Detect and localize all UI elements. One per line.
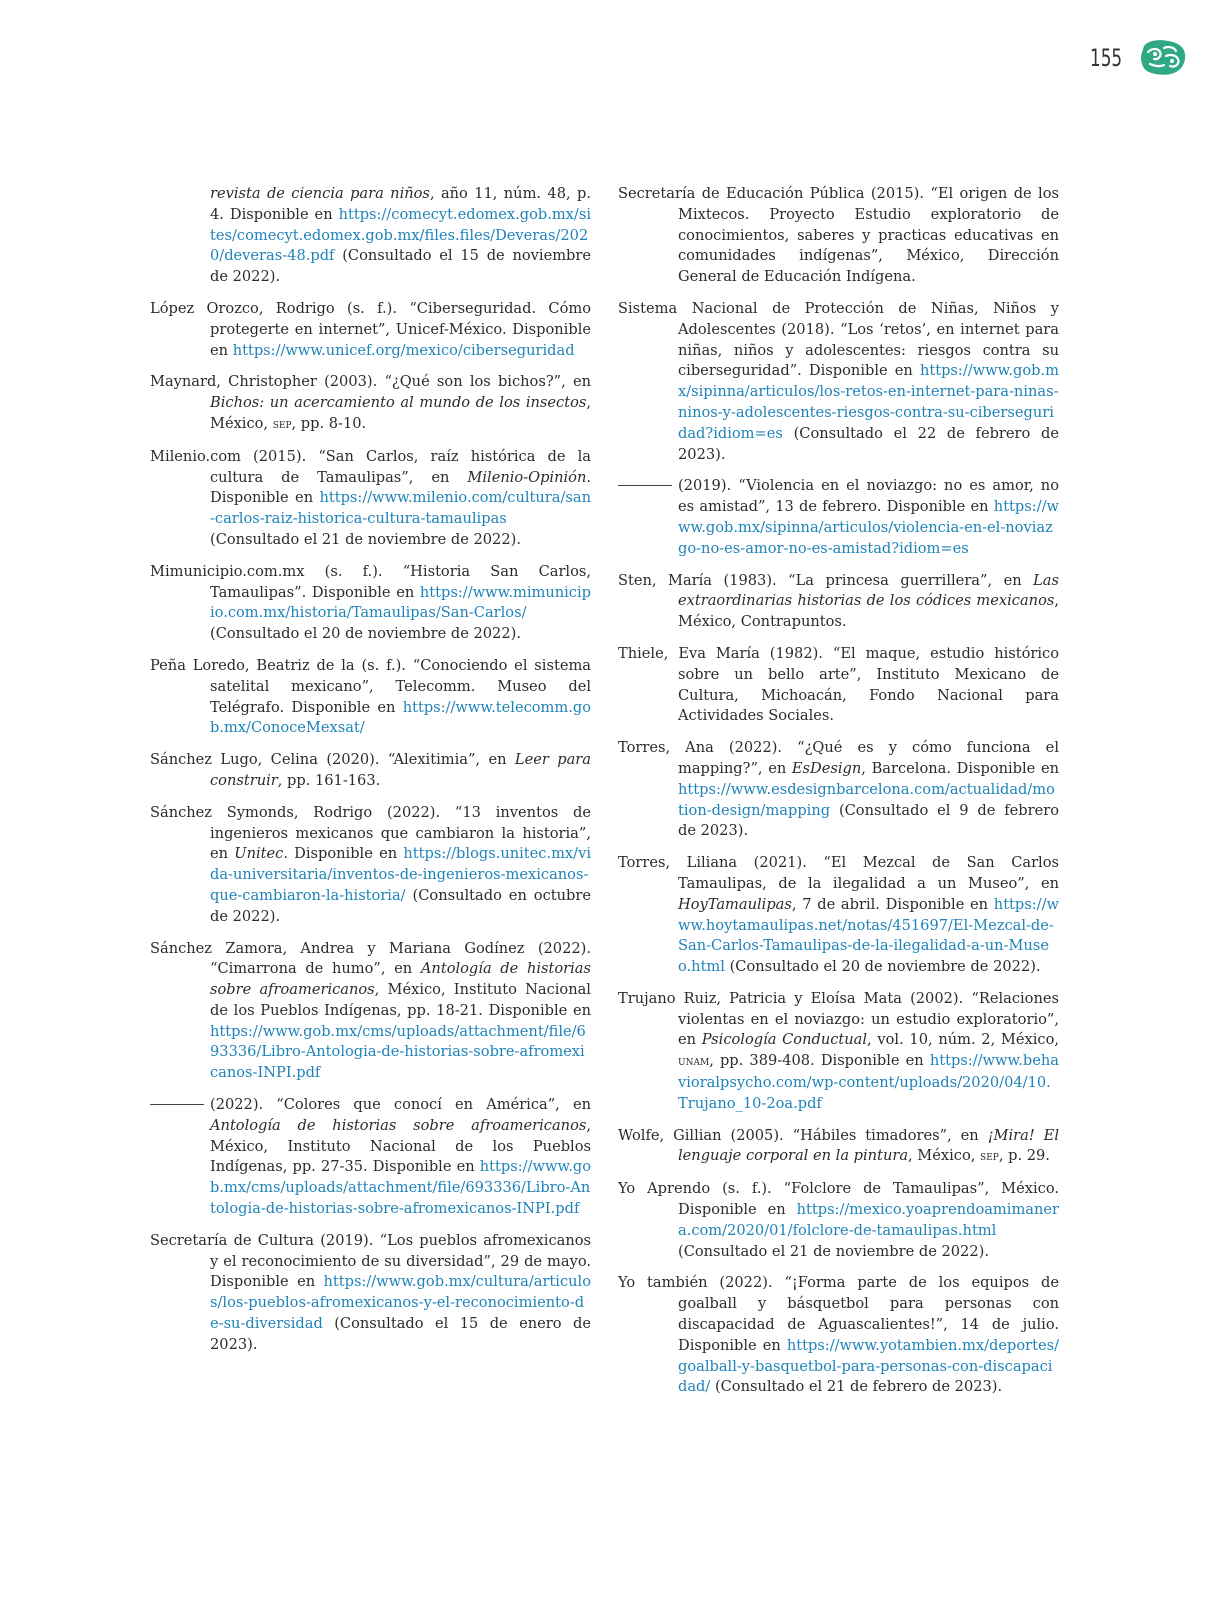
reference-text: Wolfe, Gillian (2005). “Hábiles timadores”, en (618, 1126, 988, 1144)
reference-link[interactable]: https://www.behavioralpsycho.com/wp-content/uploads/2020/04/10.Trujano_10-2oa.pdf (678, 1052, 1059, 1112)
reference-title-italic: Las extraordinarias historias de los códices mexicanos (678, 571, 1059, 610)
reference-entry (150, 184, 591, 288)
reference-title-italic: Antología de historias sobre afroamericanos (210, 960, 591, 999)
reference-link[interactable]: https://blogs.unitec.mx/vida-universitaria/inventos-de-ingenieros-mexicanos-que-cambiaron-la-historia/ (210, 845, 591, 904)
reference-text: Peña Loredo, Beatriz de la (s. f.). “Conociendo el sistema satelital mexicano”, Telecomm. Museo del Telégrafo. Disponible en (150, 656, 591, 716)
reference-text: Thiele, Eva María (1982). “El maque, estudio histórico sobre un bello arte”, Instituto Mexicano de Cultura, Michoacán, Fondo Nacional para Actividades Sociales. (618, 644, 1059, 725)
reference-link[interactable]: https://www.mimunicipio.com.mx/historia/Tamaulipas/San-Carlos/ (210, 583, 591, 622)
reference-text: sep (272, 416, 292, 432)
reference-title-italic: Antología de historias sobre afroamericanos (210, 1116, 587, 1134)
reference-text: (Consultado en octubre de 2022). (210, 886, 591, 925)
ditto-dash (618, 485, 672, 486)
reference-text: , pp. 161-163. (277, 771, 381, 789)
reference-link[interactable]: https://www.esdesignbarcelona.com/actualidad/motion-design/mapping (678, 780, 1055, 819)
reference-link[interactable]: https://www.gob.mx/cms/uploads/attachment/file/693336/Libro-Antologia-de-historias-sobre-afromexicanos-INPI.pdf (210, 1158, 591, 1218)
reference-title-italic: Leer para construir (210, 751, 591, 789)
reference-text: , Barcelona. Disponible en (861, 759, 1059, 777)
reference-link[interactable]: https://www.unicef.org/mexico/ciberseguridad (232, 341, 575, 359)
reference-entry (150, 1095, 591, 1220)
reference-text: Torres, Liliana (2021). “El Mezcal de San Carlos Tamaulipas, de la ilegalidad a un Museo”, en (618, 854, 1059, 892)
reference-text: , México, Instituto Nacional de los Pueblos Indígenas, pp. 27-35. Disponible en (210, 1116, 591, 1176)
reference-text: . Disponible en (283, 845, 404, 863)
reference-text: , p. 29. (998, 1147, 1050, 1165)
reference-text: , año 11, núm. 48, p. 4. Disponible en (210, 185, 591, 223)
reference-entry (618, 184, 1059, 288)
reference-title-italic: Milenio-Opinión (467, 468, 587, 486)
reference-entry (618, 476, 1059, 559)
reference-text: (Consultado el 15 de noviembre de 2022). (210, 247, 591, 286)
reference-text: Trujano Ruiz, Patricia y Eloísa Mata (2002). “Relaciones violentas en el noviazgo: un estudio exploratorio”, en (618, 989, 1059, 1049)
reference-title-italic: EsDesign (791, 759, 862, 777)
reference-text: (Consultado el 15 de enero de 2023). (210, 1315, 591, 1353)
reference-text: (2022). “Colores que conocí en América”, en (210, 1096, 591, 1114)
reference-title-italic: Unitec (234, 845, 284, 863)
reference-entry (150, 299, 591, 361)
reference-entry (150, 803, 591, 928)
reference-text: Maynard, Christopher (2003). “¿Qué son los bichos?”, en (150, 373, 591, 391)
reference-entry (618, 1179, 1059, 1262)
reference-text: . Disponible en (210, 468, 591, 507)
reference-text: (Consultado el 9 de febrero de 2023). (678, 801, 1059, 840)
reference-text: , pp. 389-408. Disponible en (709, 1052, 930, 1070)
reference-entry (150, 447, 591, 551)
reference-text: , México, Contrapuntos. (678, 592, 1059, 631)
reference-entry (618, 1126, 1059, 1169)
reference-entry (150, 1231, 591, 1356)
reference-entry (618, 853, 1059, 978)
reference-entry (618, 738, 1059, 842)
reference-text: , México, (210, 394, 591, 432)
reference-text: unam (678, 1054, 710, 1070)
reference-link[interactable]: https://mexico.yoaprendoamimanera.com/2020/01/folclore-de-tamaulipas.html (678, 1201, 1059, 1239)
reference-title-italic: Bichos: un acercamiento al mundo de los insectos (210, 394, 587, 412)
reference-text: Sistema Nacional de Protección de Niñas, Niños y Adolescentes (2018). “Los ‘retos’, en internet para niñas, niños y adolescentes: riesgos contra su ciberseguridad”. Disponible en (618, 299, 1059, 380)
reference-text: Secretaría de Cultura (2019). “Los pueblos afromexicanos y el reconocimiento de su diversidad”, 29 de mayo. Disponible en (150, 1231, 591, 1291)
reference-text: (Consultado el 20 de noviembre de 2022). (724, 958, 1041, 976)
reference-text: López Orozco, Rodrigo (s. f.). “Ciberseguridad. Cómo protegerte en internet”, Unicef-México. Disponible en (150, 299, 591, 359)
reference-entry (150, 750, 591, 792)
reference-text: Sánchez Zamora, Andrea y Mariana Godínez (2022). “Cimarrona de humo”, en (150, 939, 591, 978)
reference-text: (Consultado el 21 de febrero de 2023). (710, 1378, 1003, 1396)
reference-title-italic: revista de ciencia para niños (210, 185, 430, 202)
reference-text: Sten, María (1983). “La princesa guerrillera”, en (618, 571, 1034, 589)
reference-entry (618, 571, 1059, 633)
reference-text: Yo Aprendo (s. f.). “Folclore de Tamaulipas”, México. Disponible en (618, 1180, 1059, 1219)
reference-link[interactable]: https://www.telecomm.gob.mx/ConoceMexsat/ (210, 698, 591, 737)
reference-text: (Consultado el 22 de febrero de 2023). (678, 424, 1059, 463)
reference-entry (618, 989, 1059, 1115)
reference-text: (Consultado el 21 de noviembre de 2022). (678, 1242, 989, 1260)
reference-text: , pp. 8-10. (291, 414, 367, 432)
reference-text: Milenio.com (2015). “San Carlos, raíz histórica de la cultura de Tamaulipas”, en (150, 447, 591, 486)
reference-text: (Consultado el 21 de noviembre de 2022). (210, 530, 521, 548)
reference-text: , 7 de abril. Disponible en (791, 895, 994, 913)
reference-text: Sánchez Symonds, Rodrigo (2022). “13 inventos de ingenieros mexicanos que cambiaron la historia”, en (150, 803, 591, 863)
reference-link[interactable]: https://www.gob.mx/sipinna/articulos/los-retos-en-internet-para-ninas-ninos-y-adolescentes-riesgos-contra-su-ciberseguridad?idiom=es (678, 362, 1059, 442)
reference-link[interactable]: https://www.yotambien.mx/deportes/goalball-y-basquetbol-para-personas-con-discapacidad/ (678, 1336, 1059, 1396)
reference-text: Torres, Ana (2022). “¿Qué es y cómo funciona el mapping?”, en (618, 739, 1059, 777)
reference-text: Secretaría de Educación Pública (2015). “El origen de los Mixtecos. Proyecto Estudio exploratorio de conocimientos, saberes y practicas educativas en comunidades indígenas”, México, Dirección General de Educación Indígena. (618, 185, 1059, 286)
reference-text: Sánchez Lugo, Celina (2020). “Alexitimia”, en (150, 751, 515, 769)
reference-entry (618, 644, 1059, 727)
references-left-column (150, 184, 591, 1367)
references-right-column (618, 184, 1059, 1409)
reference-link[interactable]: https://www.gob.mx/sipinna/articulos/violencia-en-el-noviazgo-no-es-amor-no-es-amistad?idiom=es (678, 498, 1059, 557)
reference-link[interactable]: https://www.gob.mx/cms/uploads/attachment/file/693336/Libro-Antologia-de-historias-sobre-afromexicanos-INPI.pdf (210, 1022, 586, 1082)
reference-entry (618, 1273, 1059, 1398)
reference-link[interactable]: https://www.hoytamaulipas.net/notas/451697/El-Mezcal-de-San-Carlos-Tamaulipas-de-la-ilegalidad-a-un-Museo.html (678, 895, 1059, 976)
reference-text: , México, (908, 1147, 981, 1165)
reference-text: , vol. 10, núm. 2, México, (867, 1031, 1059, 1049)
reference-text: (Consultado el 20 de noviembre de 2022). (210, 625, 521, 643)
green-maya-glyph-icon (1138, 38, 1188, 76)
reference-text: sep (980, 1149, 999, 1165)
reference-text: (2019). “Violencia en el noviazgo: no es amor, no es amistad”, 13 de febrero. Disponible en (678, 477, 1059, 516)
reference-link[interactable]: https://www.milenio.com/cultura/san-carlos-raiz-historica-cultura-tamaulipas (210, 489, 591, 528)
reference-text: , México, Instituto Nacional de los Pueblos Indígenas, pp. 18-21. Disponible en (210, 981, 591, 1019)
ditto-dash (150, 1104, 204, 1105)
page-number: 155 (1090, 44, 1123, 72)
reference-link[interactable]: https://comecyt.edomex.gob.mx/sites/comecyt.edomex.gob.mx/files.files/Deveras/2020/deveras-48.pdf (210, 205, 591, 265)
reference-entry (150, 562, 591, 645)
reference-entry (150, 372, 591, 435)
reference-title-italic: ¡Mira! El lenguaje corporal en la pintura (678, 1126, 1059, 1165)
reference-title-italic: HoyTamaulipas (678, 895, 792, 913)
reference-text: Yo también (2022). “¡Forma parte de los equipos de goalball y básquetbol para personas con discapacidad de Aguascalientes!”, 14 de julio. Disponible en (618, 1274, 1059, 1354)
reference-link[interactable]: https://www.gob.mx/cultura/articulos/los-pueblos-afromexicanos-y-el-reconocimiento-de-su-diversidad (210, 1273, 591, 1333)
reference-title-italic: Psicología Conductual (701, 1031, 868, 1049)
reference-entry (618, 299, 1059, 465)
reference-entry (150, 656, 591, 739)
reference-entry (150, 939, 591, 1085)
reference-text: Mimunicipio.com.mx (s. f.). “Historia San Carlos, Tamaulipas”. Disponible en (150, 562, 591, 601)
